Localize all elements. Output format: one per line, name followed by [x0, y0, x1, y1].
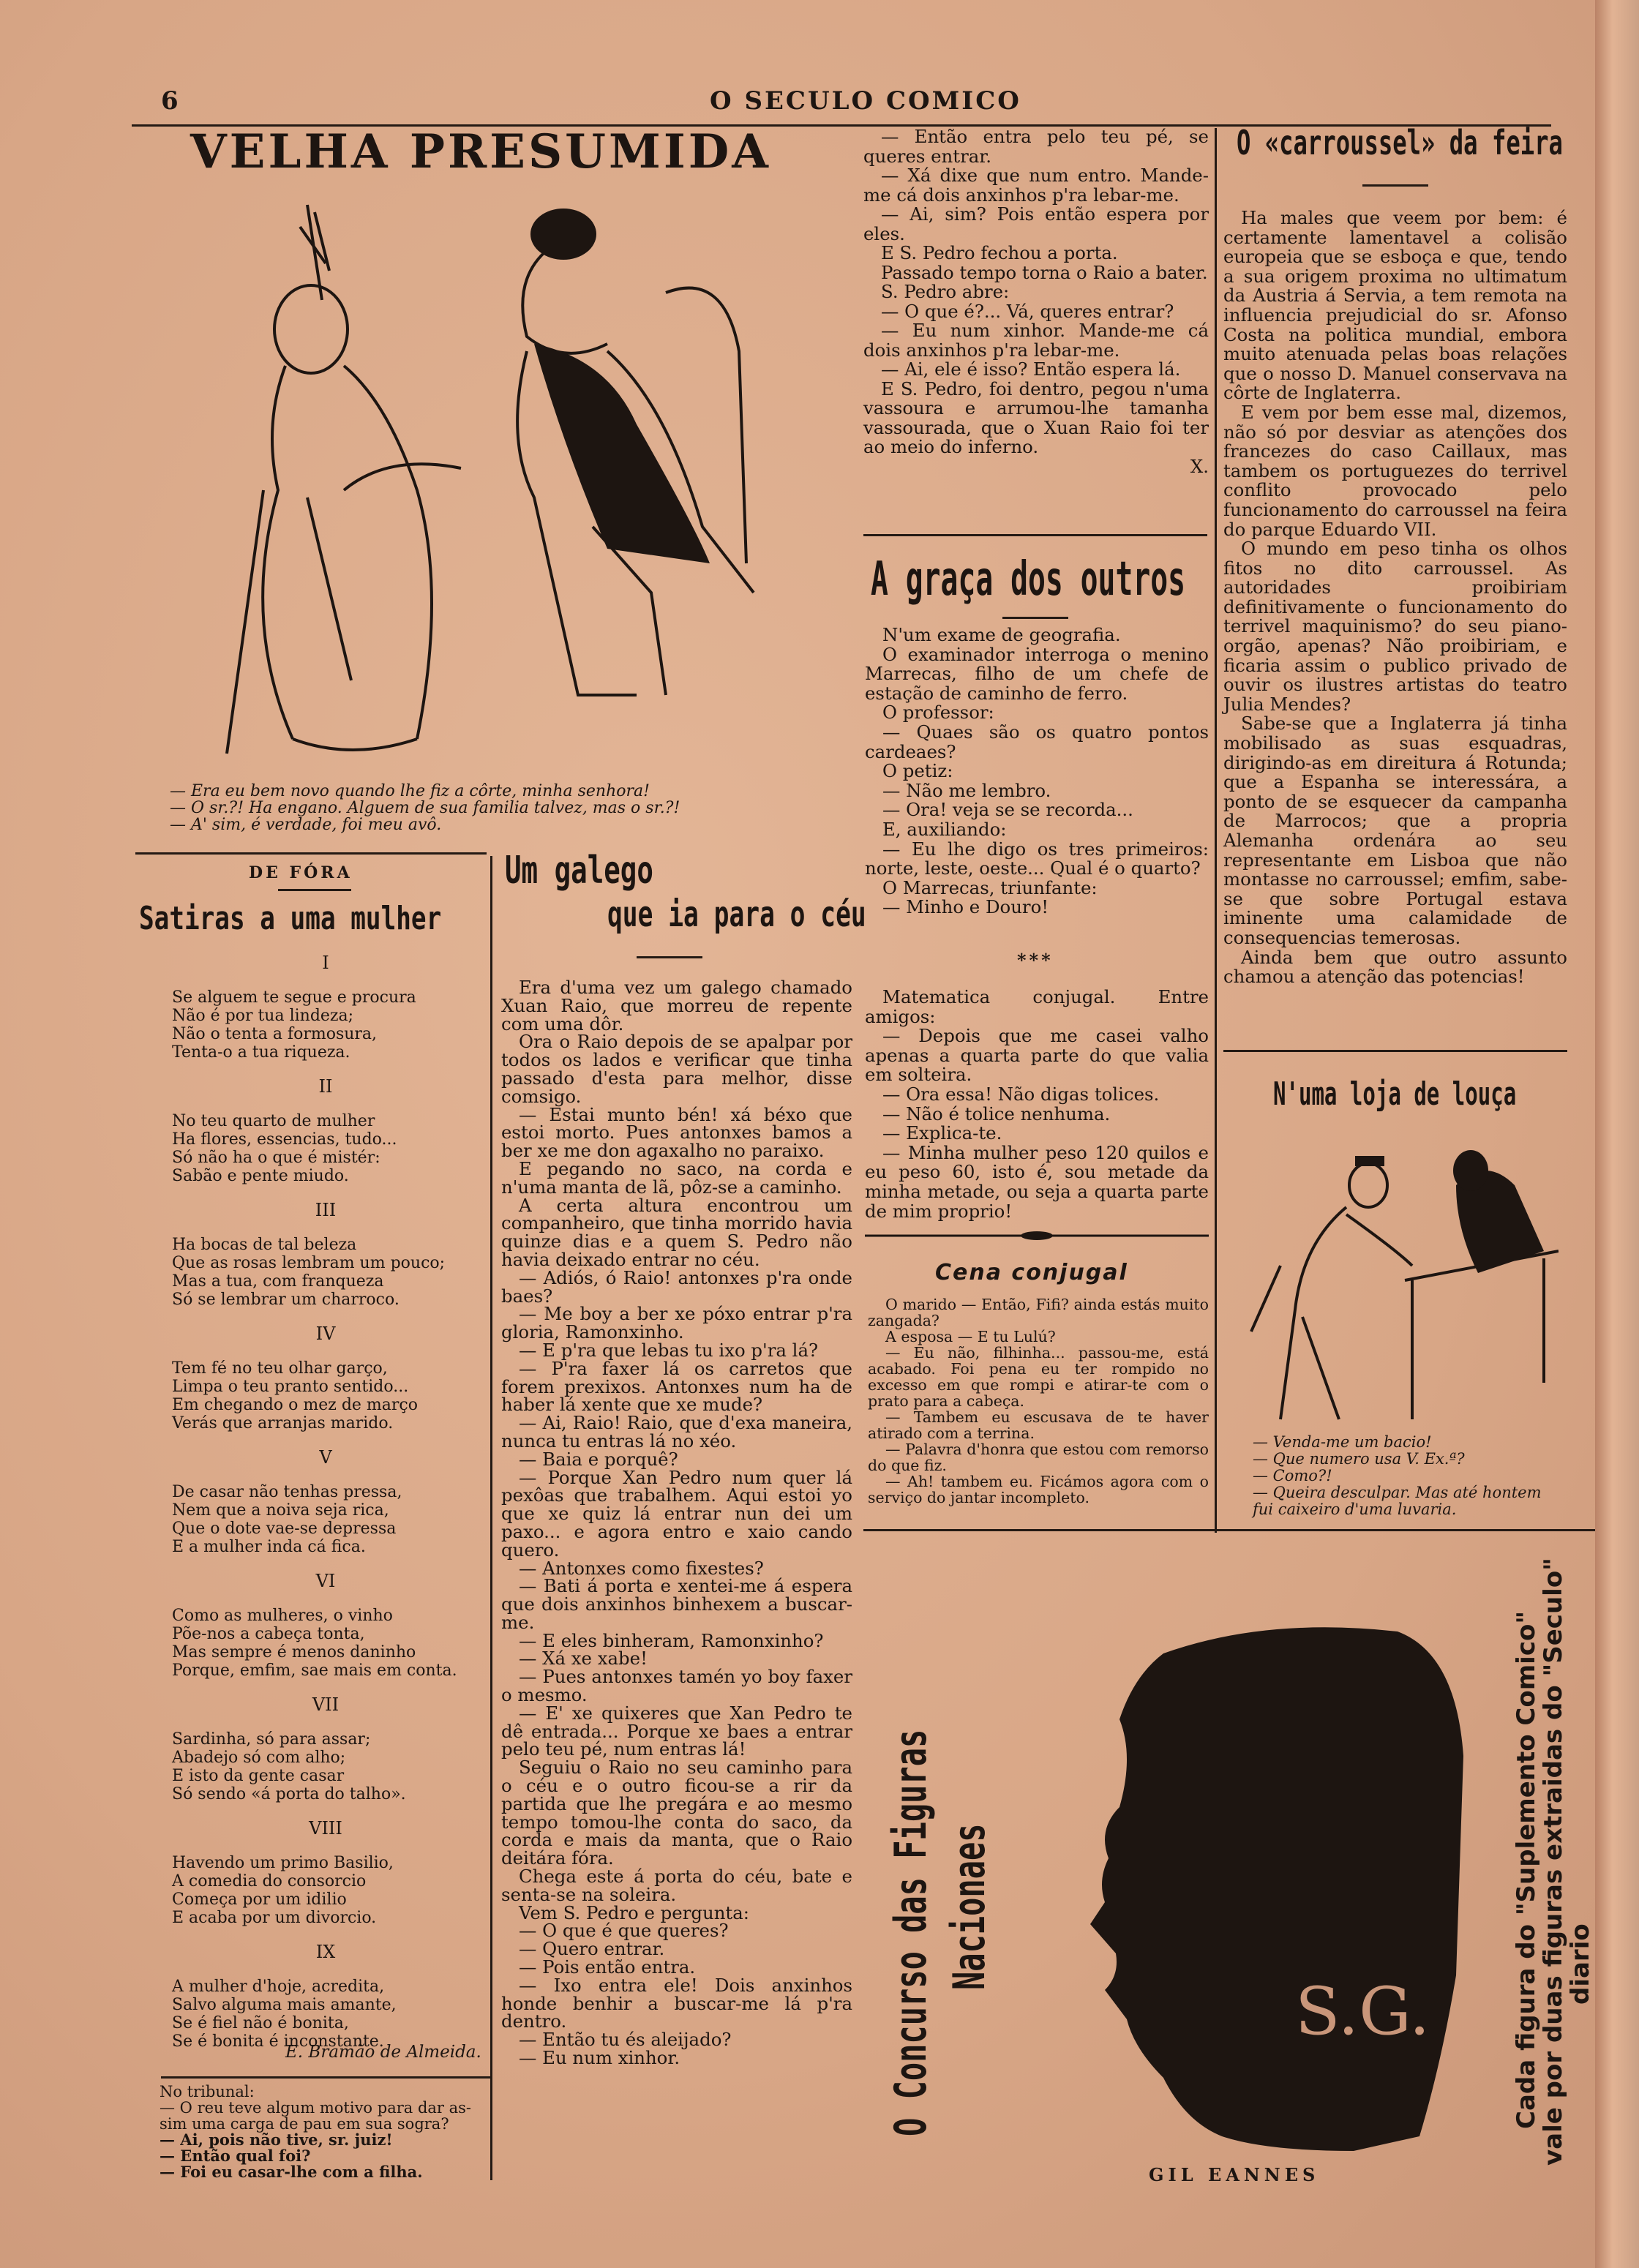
- poem-body: [172, 951, 479, 2067]
- stanza: [172, 1730, 479, 1803]
- cartoon-caption: [170, 783, 755, 833]
- story-paragraph: — Porque Xan Pedro num quer lá pexôas que trabalhem. Aqui estoi yo que xe quiz lá entrar nun dei um paxo... e agora entro e xaio cando quero.: [501, 1466, 852, 1561]
- story-paragraph: — Adiós, ó Raio! antonxes p'ra onde baes?: [501, 1266, 852, 1307]
- caption-line: — O sr.?! Ha engano. Alguem de sua familia talvez, mas o sr.?!: [170, 799, 680, 817]
- verse-line: Não o tenta a formosura,: [172, 1025, 378, 1043]
- verse-line: Tenta-o a tua riqueza.: [172, 1043, 350, 1062]
- divider: [161, 2076, 490, 2079]
- verse-line: Só não ha o que é mistér:: [172, 1149, 380, 1167]
- verse-line: E acaba por um divorcio.: [172, 1909, 377, 1927]
- stanza-number: VII: [312, 1694, 340, 1715]
- article-paragraph: E vem por bem esse mal, dizemos, não só por desviar as atenções dos francezes do caso Caillaux, mas tambem os portuguezes do terrivel conflito provocado pelo funcionamento do carroussel na feira do parque Eduardo VII.: [1223, 401, 1567, 540]
- column-rule: [490, 856, 492, 2180]
- verse-line: Verás que arranjas marido.: [172, 1414, 394, 1432]
- concurso-title-line2: Nacionaes: [944, 1823, 995, 1990]
- concurso-title-wrap: [885, 1555, 937, 2136]
- divider: [278, 889, 351, 891]
- stanza: [172, 988, 479, 1062]
- cartoon-illustration-couple: [198, 183, 812, 783]
- verse-line: Se é bonita é inconstante.: [172, 2032, 384, 2051]
- story-paragraph: Vem S. Pedro e pergunta:: [519, 1901, 749, 1923]
- louca-title: N'uma loja de louça: [1273, 1075, 1517, 1113]
- stanza-number: IV: [315, 1323, 336, 1344]
- story-paragraph: — Pois então entra.: [519, 1956, 696, 1978]
- verse-line: Havendo um primo Basilio,: [172, 1854, 394, 1872]
- stanza-number: IX: [315, 1942, 336, 1962]
- concurso-side-line3: diario: [1566, 1923, 1595, 2005]
- joke-line: — Minha mulher peso 120 quilos e eu peso 60, isto é, sou metade da minha metade, ou seja a quarta parte de mim proprio!: [865, 1141, 1209, 1222]
- concurso-title-line1: O Concurso das Figuras: [885, 1729, 937, 2136]
- gil-eannes-silhouette: [1076, 1610, 1471, 2166]
- stanza: [172, 1607, 479, 1680]
- caption-line: — Era eu bem novo quando lhe fiz a côrte, minha senhora!: [170, 782, 650, 800]
- verse-line: Salvo alguma mais amante,: [172, 1996, 397, 2014]
- verse-line: Mas sempre é menos daninho: [172, 1643, 416, 1661]
- verse-line: Nem que a noiva seja rica,: [172, 1501, 389, 1520]
- verse-line: Se é fiel não é bonita,: [172, 2014, 349, 2032]
- verse-line: Limpa o teu pranto sentido...: [172, 1378, 409, 1396]
- galego-title-wrap: [505, 849, 711, 893]
- story-paragraph: — Eu num xinhor.: [519, 2047, 680, 2069]
- column-rule: [1215, 128, 1217, 1533]
- article-paragraph: Ha males que veem por bem: é certamente lamentavel a colisão europeia que se esboça e que, tendo a sua origem proxima no ultimatum da Austria á Servia, a tem remota na influencia prejudicial do sr. Afonso Costa na politica mundial, embora muito atenuada pelas boas relações que o nosso D. Manuel conservava na côrte de Inglaterra.: [1223, 207, 1567, 404]
- joke-line: O petiz:: [882, 760, 953, 782]
- article-paragraph: O mundo em peso tinha os olhos fitos no dito carroussel. As autoridades proibiriam definitivamente o funcionamento do terrivel maquinismo? do seu piano-orgão, apenas? Não proibiriam, e ficaria assim o publico privado de ouvir os ilustres artistas do teatro Julia Mendes?: [1223, 538, 1567, 715]
- article-paragraph: Ainda bem que outro assunto chamou a atenção das potencias!: [1223, 946, 1567, 988]
- story-paragraph: — Ai, sim? Pois então espera por eles.: [863, 203, 1209, 244]
- concurso-side-line2: vale por duas figuras extraidas do "Seculo": [1539, 1558, 1568, 2166]
- joke-line: — Ora essa! Não digas tolices.: [882, 1083, 1160, 1105]
- graca-title: A graça dos outros: [871, 552, 1186, 607]
- joke-line: — Então qual foi?: [160, 2147, 311, 2165]
- louca-caption: [1253, 1434, 1560, 1518]
- stanza: [172, 1483, 479, 1556]
- verse-line: Tem fé no teu olhar garço,: [172, 1359, 388, 1378]
- joke-line: — Não me lembro.: [882, 779, 1051, 801]
- joke-line: — Não é tolice nenhuma.: [882, 1103, 1111, 1124]
- stanza-number: I: [322, 953, 329, 973]
- verse-line: Se alguem te segue e procura: [172, 988, 416, 1007]
- story-paragraph: Era d'uma vez um galego chamado Xuan Raio, que morreu de repente com uma dôr.: [501, 977, 852, 1035]
- galego-story: [501, 979, 852, 2068]
- graca-item-geografia: [865, 626, 1209, 917]
- dialogue-line: — Ah! tambem eu. Ficámos agora com o serviço do jantar incompleto.: [868, 1473, 1209, 1506]
- divider: [1002, 617, 1068, 619]
- story-paragraph: — Me boy a ber xe póxo entrar p'ra gloria, Ramonxinho.: [501, 1303, 852, 1343]
- silhouette-name: GIL EANNES: [1149, 2164, 1320, 2185]
- verse-line: No teu quarto de mulher: [172, 1112, 375, 1130]
- verse-line: Porque, emfim, sae mais em conta.: [172, 1661, 457, 1680]
- verse-line: Só se lembrar um charroco.: [172, 1291, 400, 1309]
- joke-line: — Eu lhe digo os tres primeiros: norte, leste, oeste... Qual é o quarto?: [865, 838, 1209, 879]
- divider: [135, 852, 487, 855]
- joke-line: E, auxiliando:: [882, 818, 1007, 840]
- story-paragraph: E S. Pedro fechou a porta.: [881, 242, 1118, 263]
- story-paragraph: — Ai, ele é isso? Então espera lá.: [881, 358, 1181, 380]
- verse-line: Não é por tua lindeza;: [172, 1007, 354, 1025]
- story-paragraph: — O que é?... Vá, queres entrar?: [881, 300, 1174, 322]
- verse-line: E a mulher inda cá fica.: [172, 1538, 366, 1556]
- story-paragraph: — Pues antonxes tamén yo boy faxer o mesmo.: [501, 1666, 852, 1706]
- poem-signature: E. Bramão de Almeida.: [285, 2043, 481, 2062]
- ornamental-rule: [865, 1231, 1209, 1241]
- cena-dialogue: [868, 1296, 1209, 1506]
- story-paragraph: — Xá xe xabe!: [519, 1648, 648, 1670]
- story-paragraph: E S. Pedro, foi dentro, pegou n'uma vassoura e arrumou-lhe tamanha vassourada, que o Xuan Raio foi ter ao meio do inferno.: [863, 378, 1209, 457]
- verse-line: Põe-nos a cabeça tonta,: [172, 1625, 365, 1643]
- joke-line: Matematica conjugal. Entre amigos:: [865, 986, 1209, 1027]
- story-paragraph: Chega este á porta do céu, bate e senta-se na soleira.: [501, 1866, 852, 1905]
- stanza: [172, 1112, 479, 1185]
- story-paragraph: Seguiu o Raio no seu caminho para o céu e o outro ficou-se a rir da partida que lhe pregára e ao mesmo tempo tomou-lhe conta do saco, da corda e mais da manta, que o Raio deitára fóra.: [501, 1757, 852, 1869]
- story-paragraph: — Ixo entra ele! Dois anxinhos honde benhir a buscar-me lá p'ra dentro.: [501, 1974, 852, 2032]
- stanza-number: VI: [315, 1571, 336, 1591]
- verse-line: Sardinha, só para assar;: [172, 1730, 371, 1749]
- story-paragraph: — Xá dixe que num entro. Mande-me cá dois anxinhos p'ra lebar-me.: [863, 165, 1209, 206]
- divider: [1362, 184, 1428, 187]
- galego-title-line1: Um galego: [505, 849, 653, 893]
- divider: [1223, 1050, 1567, 1052]
- story-paragraph: Ora o Raio depois de se apalpar por todos os lados e verificar que tinha passado d'esta para melhor, disse comsigo.: [501, 1031, 852, 1107]
- caption-line: — A' sim, é verdade, foi meu avô.: [170, 816, 442, 834]
- story-paragraph: Passado tempo torna o Raio a bater.: [881, 261, 1208, 283]
- joke-line: — Foi eu casar-lhe com a filha.: [160, 2163, 423, 2181]
- story-paragraph: — P'ra faxer lá os carretos que forem prexixos. Antonxes num ha de haber lá xente que xe mude?: [501, 1357, 852, 1416]
- newspaper-title: O SECULO COMICO: [710, 86, 1021, 116]
- joke-line: — Quaes são os quatro pontos cardeaes?: [865, 721, 1209, 762]
- joke-line: — Ai, pois não tive, sr. juiz!: [160, 2130, 393, 2149]
- joke-line: O Marrecas, triunfante:: [882, 876, 1098, 898]
- story-paragraph: — Quero entrar.: [519, 1938, 665, 1960]
- stanza: [172, 1236, 479, 1309]
- dialogue-line: — Tambem eu escusava de te haver atirado com a terrina.: [868, 1408, 1209, 1442]
- carroussel-title-wrap: [1237, 123, 1639, 162]
- page-number: 6: [161, 86, 179, 116]
- poem-title-wrap: [139, 900, 527, 937]
- story-paragraph: — Estai munto bén! xá béxo que estoi morto. Pues antonxes bamos a ber xe me don agaxalho no paraixo.: [501, 1103, 852, 1162]
- carroussel-article: [1223, 209, 1567, 987]
- dialogue-line: — Eu não, filhinha... passou-me, está acabado. Foi pena eu ter rompido no excesso em que rompi e atirar-te com o prato para a cabeça.: [868, 1344, 1209, 1410]
- joke-line: O professor:: [882, 702, 994, 724]
- dialogue-line: — Palavra d'honra que estou com remorso do que fiz.: [868, 1441, 1209, 1474]
- silhouette-monogram: S.G.: [1295, 1973, 1430, 2050]
- verse-line: A comedia do consorcio: [172, 1872, 367, 1890]
- verse-line: Abadejo só com alho;: [172, 1749, 346, 1767]
- stanza: [172, 1359, 479, 1432]
- stanza-number: II: [318, 1076, 333, 1097]
- joke-line: — Ora! veja se se recorda...: [882, 799, 1133, 821]
- poem-kicker: DE FÓRA: [249, 863, 353, 882]
- divider: [863, 534, 1207, 536]
- galego-title-line2: que ia para o céu: [607, 894, 866, 935]
- joke-line: — O reu teve algum motivo para dar as-: [160, 2099, 472, 2117]
- verse-line: Ha flores, essencias, tudo...: [172, 1130, 397, 1149]
- poem-title: Satiras a uma mulher: [139, 900, 442, 937]
- story-paragraph: — E eles binheram, Ramonxinho?: [519, 1629, 824, 1651]
- story-paragraph: S. Pedro abre:: [881, 281, 1010, 302]
- stanza-number: V: [319, 1447, 332, 1468]
- verse-line: Que as rosas lembram um pouco;: [172, 1254, 446, 1272]
- verse-line: De casar não tenhas pressa,: [172, 1483, 402, 1501]
- verse-line: Mas a tua, com franqueza: [172, 1272, 384, 1291]
- joke-line: — Depois que me casei valho apenas a quarta parte do que valia em solteira.: [865, 1025, 1209, 1086]
- joke-line: O examinador interroga o menino Marrecas, filho de um chefe de estação de caminho de ferro.: [865, 643, 1209, 704]
- stanza: [172, 1978, 479, 2051]
- story-paragraph: — Baia e porquê?: [519, 1448, 678, 1470]
- concurso-title-wrap: [944, 1752, 995, 1990]
- story-paragraph: — Então tu és aleijado?: [519, 2029, 732, 2051]
- divider: [637, 956, 702, 958]
- verse-line: Ha bocas de tal beleza: [172, 1236, 357, 1254]
- caption-line: — Venda-me um bacio!: [1253, 1433, 1432, 1451]
- story-paragraph: — Antonxes como fixestes?: [519, 1557, 764, 1579]
- story-paragraph: E pegando no saco, na corda e n'uma manta de lã, pôz-se a caminho.: [501, 1157, 852, 1198]
- page-header: [132, 80, 1551, 127]
- separator-stars: ***: [1017, 950, 1054, 971]
- verse-line: Em chegando o mez de março: [172, 1396, 418, 1414]
- caption-line: — Que numero usa V. Ex.ª?: [1253, 1450, 1465, 1468]
- carroussel-title: O «carroussel» da feira: [1237, 123, 1563, 162]
- cartoon-title: VELHA PRESUMIDA: [190, 124, 771, 179]
- verse-line: Como as mulheres, o vinho: [172, 1607, 393, 1625]
- graca-item-matematica: [865, 988, 1209, 1221]
- joke-line: No tribunal:: [160, 2083, 255, 2100]
- verse-line: Que o dote vae-se depressa: [172, 1520, 397, 1538]
- story-paragraph: — E p'ra que lebas tu ixo p'ra lá?: [519, 1339, 819, 1361]
- joke-line: sim uma carga de pau em sua sogra?: [160, 2115, 449, 2133]
- stanza: [172, 1854, 479, 1927]
- caption-line: — Como?!: [1253, 1467, 1332, 1484]
- concurso-side-line1: Cada figura do "Suplemento Comico": [1512, 1610, 1541, 2129]
- story-paragraph: — Bati á porta e xentei-me á espera que dois anxinhos binhexem a buscar-me.: [501, 1575, 852, 1633]
- verse-line: Sabão e pente miudo.: [172, 1167, 349, 1185]
- verse-line: A mulher d'hoje, acredita,: [172, 1978, 385, 1996]
- stanza-number: VIII: [309, 1818, 342, 1839]
- verse-line: Só sendo «á porta do talho».: [172, 1785, 406, 1803]
- story-paragraph: — Ai, Raio! Raio, que d'exa maneira, nunca tu entras lá no xéo.: [501, 1412, 852, 1452]
- story-paragraph: — O que é que queres?: [519, 1920, 729, 1942]
- verse-line: E isto da gente casar: [172, 1767, 345, 1785]
- caption-line: — Queira desculpar. Mas até hontem fui caixeiro d'uma luvaria.: [1253, 1484, 1542, 1518]
- story-paragraph: — E' xe quixeres que Xan Pedro te dê entrada... Porque xe baes a entrar pelo teu pé, num entras lá!: [501, 1702, 852, 1760]
- story-signature: X.: [1190, 455, 1209, 477]
- tribunal-joke: [160, 2084, 496, 2180]
- galego-continued: [863, 127, 1209, 476]
- page-edge: [1595, 0, 1639, 2268]
- dialogue-line: A esposa — E tu Lulú?: [885, 1328, 1056, 1345]
- joke-line: N'um exame de geografia.: [882, 624, 1121, 645]
- story-paragraph: A certa altura encontrou um companheiro, que tinha morrido havia quinze dias e a quem S. Pedro não havia deixado entrar no céu.: [501, 1194, 852, 1270]
- story-paragraph: — Então entra pelo teu pé, se queres entrar.: [863, 126, 1209, 167]
- cartoon-illustration-shop: [1237, 1141, 1559, 1434]
- dialogue-line: O marido — Então, Fifi? ainda estás muito zangada?: [868, 1296, 1209, 1329]
- louca-title-wrap: [1273, 1075, 1639, 1113]
- divider: [863, 1529, 1595, 1531]
- story-paragraph: — Eu num xinhor. Mande-me cá dois anxinhos p'ra lebar-me.: [863, 320, 1209, 361]
- stanza-number: III: [315, 1200, 337, 1220]
- joke-line: — Explica-te.: [882, 1122, 1002, 1144]
- verse-line: Começa por um idilio: [172, 1890, 347, 1909]
- article-paragraph: Sabe-se que a Inglaterra já tinha mobilisado as suas esquadras, dirigindo-as em direitura á Rotunda; que a Espanha se interessára, a ponto de se esquecer da campanha de Marrocos; que a propria Alemanha ordenára ao seu representante em Lisboa que não montasse no carroussel; emfim, sabe-se que sobre Portugal estava iminente uma calamidade de consequencias temerosas.: [1223, 713, 1567, 948]
- joke-line: — Minho e Douro!: [882, 896, 1049, 918]
- cena-title: Cena conjugal: [935, 1260, 1128, 1285]
